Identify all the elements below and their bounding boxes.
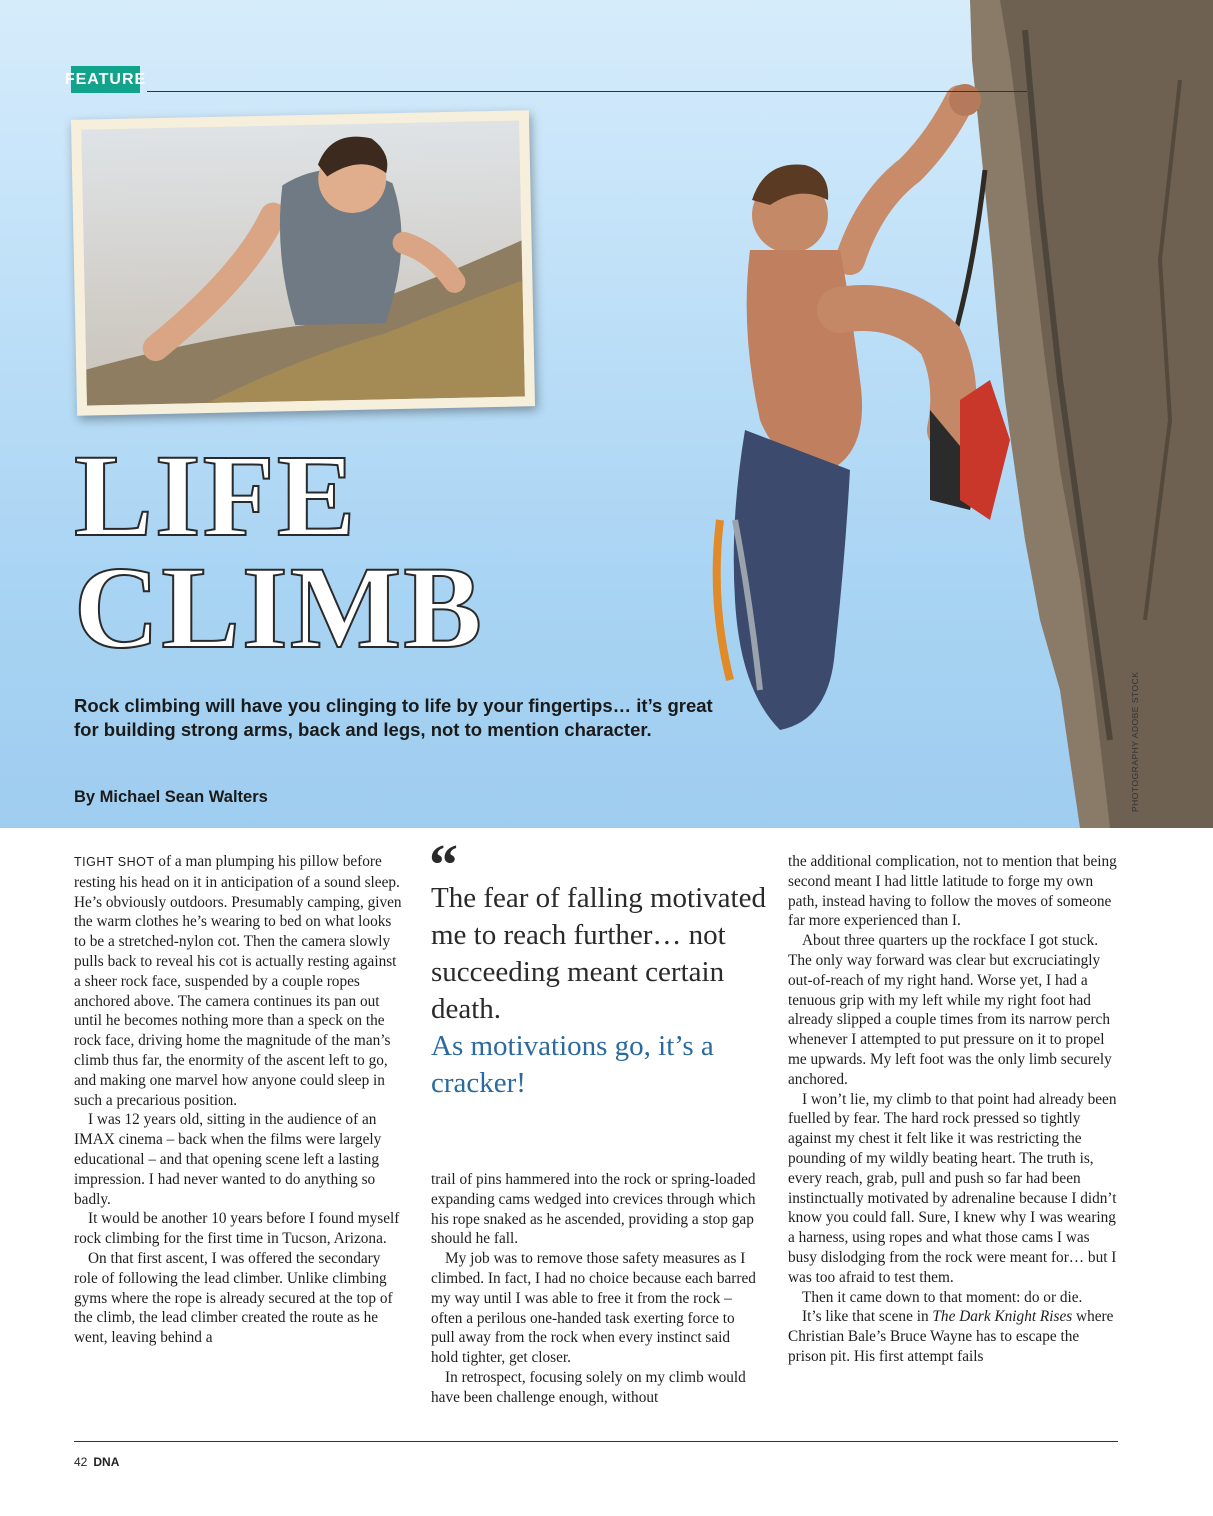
body-paragraph	[788, 1307, 1118, 1366]
body-paragraph: In retrospect, focusing solely on my climb would have been challenge enough, without	[431, 1368, 746, 1406]
headline-line-2: CLIMB	[74, 542, 484, 673]
inset-photo-image	[81, 120, 525, 405]
body-paragraph: I was 12 years old, sitting in the audience of an IMAX cinema – back when the films were largely educational – and that opening scene left a lasting impression. I had never wanted to do anything so badly.	[74, 1111, 382, 1208]
pull-quote-text: The fear of falling motivated me to reach further… not succeeding meant certain death.	[431, 882, 766, 1025]
body-column-1	[74, 852, 404, 1348]
top-rule	[147, 91, 1027, 92]
paragraph-text: where Christian Bale’s Bruce Wayne has to escape the prison pit. His first attempt fails	[788, 1308, 1114, 1365]
deck: Rock climbing will have you clinging to life by your fingertips… it’s great for building strong arms, back and legs, not to mention character.	[74, 695, 713, 740]
footer-rule	[74, 1441, 1118, 1442]
body-paragraph: I won’t lie, my climb to that point had already been fuelled by fear. The hard rock pressed so tightly against my chest it felt like it was restricting the pounding of my wildly beating heart. The truth is, every reach, grab, pull and push so far had been instinctually motivated by adrenaline because I didn’t know you could fall. Sure, I knew why I was wearing a harness, using ropes and what those cams I was busy dislodging from the rock were meant for… but I was too afraid to test them.	[788, 1090, 1117, 1286]
film-title: The Dark Knight Rises	[932, 1308, 1073, 1326]
body-paragraph: trail of pins hammered into the rock or spring-loaded expanding cams wedged into crevices through which his rope snaked as he ascended, providing a stop gap should he fall.	[431, 1171, 756, 1248]
body-paragraph: On that first ascent, I was offered the secondary role of following the lead climber. Unlike climbing gyms where the rope is already secured at the top of the climb, the lead climber created the route as he went, leaving behind a	[74, 1249, 393, 1347]
body-column-3	[788, 852, 1118, 1367]
magazine-name: DNA	[93, 1455, 120, 1469]
headline	[74, 430, 484, 673]
page-number: 42	[74, 1455, 88, 1469]
photo-credit: PHOTOGRAPHY ADOBE STOCK	[1130, 671, 1140, 812]
folio	[74, 1455, 119, 1469]
body-paragraph	[74, 852, 404, 1110]
body-column-2	[431, 1170, 761, 1408]
paragraph-text: of a man plumping his pillow before resting his head on it in anticipation of a sound sleep. He’s obviously outdoors. Presumably camping, given the warm clothes he’s wearing to bed on what looks to be a stretched-nylon cot. Then the camera slowly pulls back to reveal his cot is actually resting against a sheer rock face, suspended by a couple ropes anchored above. The camera continues its pan out until he becomes nothing more than a speck on the rock face, driving home the magnitude of the man’s climb thus far, the enormity of the ascent left to go, and making one marvel how anyone could sleep in such a precarious position.	[74, 853, 402, 1109]
inset-photo	[71, 110, 535, 416]
body-paragraph: My job was to remove those safety measures as I climbed. In fact, I had no choice because each barred my way until I was able to free it from the rock – often a perilous one-handed task exerting force to pull away from the rock when every instinct said hold tighter, get closer.	[431, 1250, 756, 1367]
body-paragraph: the additional complication, not to mention that being second meant I had little latitude to forge my own path, instead having to follow the moves of someone far more experienced than I.	[788, 853, 1117, 930]
body-paragraph: About three quarters up the rockface I got stuck. The only way forward was clear but excruciatingly out-of-reach of my right hand. Worse yet, I had a tenuous grip with my left while my right foot had already slipped a couple times from its narrow perch whenever I attempted to put pressure on it to propel me upwards. My left foot was the only limb securely anchored.	[788, 932, 1112, 1088]
quote-mark-icon: “	[429, 832, 458, 897]
climber-photo	[640, 0, 1213, 828]
pull-quote	[431, 880, 771, 1102]
headline-line-1: LIFE	[74, 430, 358, 561]
feature-tag: FEATURE	[71, 66, 140, 93]
paragraph-text: It’s like that scene in	[802, 1308, 933, 1326]
lead-in: TIGHT SHOT	[74, 855, 155, 869]
body-paragraph: Then it came down to that moment: do or die.	[802, 1288, 1083, 1306]
pull-quote-accent: As motivations go, it’s a cracker!	[431, 1030, 714, 1099]
byline: By Michael Sean Walters	[74, 788, 268, 806]
body-paragraph: It would be another 10 years before I found myself rock climbing for the first time in Tucson, Arizona.	[74, 1210, 400, 1248]
